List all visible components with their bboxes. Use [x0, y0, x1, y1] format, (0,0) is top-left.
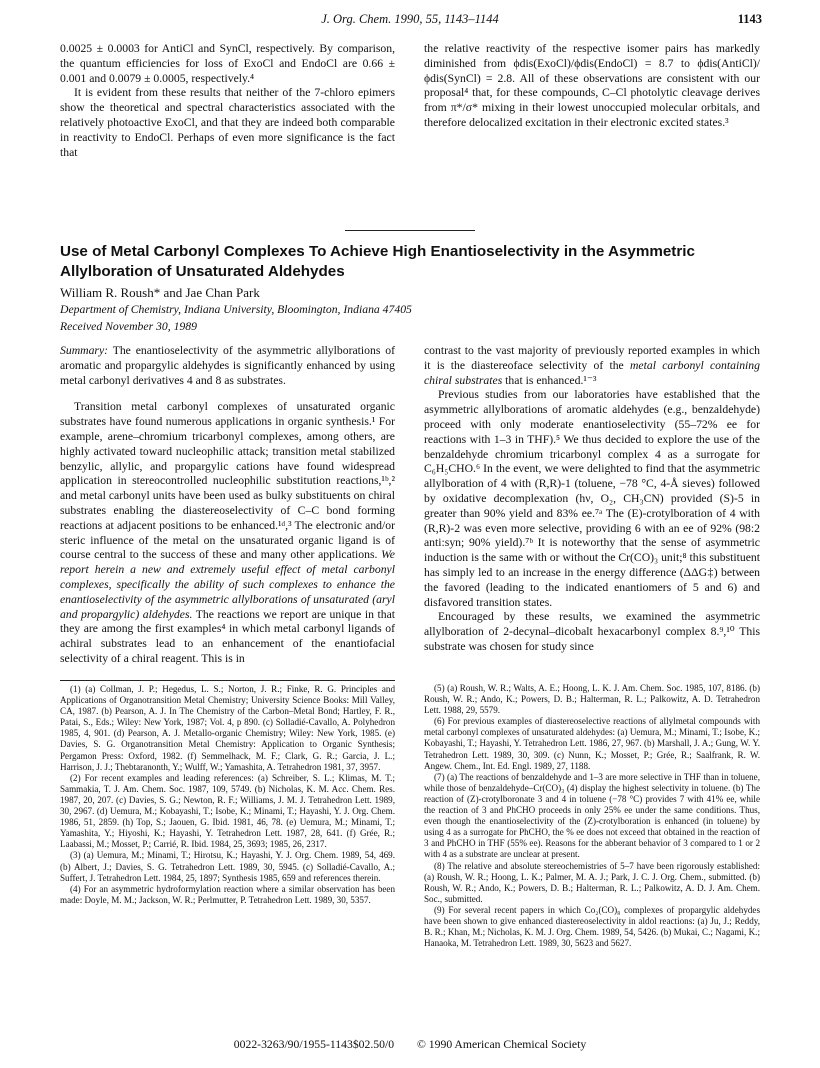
paragraph: It is evident from these results that neither of the 7-chloro epimers show the theoretical and spectral characteristics associated with the relatively photoactive ExoCl, and that they are indeed both comparable in reactivity to EndoCl. Perhaps of even more significance is the fact that — [60, 86, 395, 159]
paragraph-text: contrast to the vast majority of previously reported examples in which it is the diastereoface selectivity of the — [424, 344, 760, 372]
summary — [60, 344, 395, 388]
references-left — [60, 680, 395, 906]
top-right-column — [424, 42, 760, 131]
reference: (6) For previous examples of diastereoselective reactions of allylmetal compounds with metal carbonyl complexes of unsaturated aldehydes: (a) Uemura, M.; Minami, T.; Isobe, K.; Kobayashi, T.; Hayashi, Y. Tetrahedron Lett. 1986, 27, 967. (b) Marshall, J. A.; Gung, W. Y. Tetrahedron Lett. 1989, 30, 309. (c) Nunn, K.; Mosset, P.; Grée, R.; Saalfrank, R. W. Angew. Chem., Int. Ed. Engl. 1989, 27, 1188. — [424, 716, 760, 771]
paragraph-text: Transition metal carbonyl complexes of unsaturated organic substrates have found numerous applications in organic synthesis.¹ For example, arene–chromium tricarbonyl complexes, among others, are highly activated toward nucleophilic attack; transition metal stabilized benzylic, allylic, and propargylic cations have found widespread application in stereocontrolled nucleophilic substitution reactions,¹ᵇ,² and metal carbonyl units have been used as bulky substituents on chiral substrates enabling the diastereoselectivity of C–C bond forming reactions at adjacent positions to be enhanced.¹ᵈ,³ The electronic and/or steric influence of the metal on the unsaturated organic ligand is of course central to the success of these and many other applications. — [60, 400, 395, 562]
body-right-column — [424, 344, 760, 655]
article-title: Use of Metal Carbonyl Complexes To Achieve High Enantioselectivity in the Asymmetric Allylboration of Unsaturated Aldehydes — [60, 243, 695, 280]
article-affiliation: Department of Chemistry, Indiana University, Bloomington, Indiana 47405 — [60, 303, 412, 316]
reference: (7) (a) The reactions of benzaldehyde and 1–3 are more selective in THF than in toluene, while those of benzaldehyde–Cr(CO)₃ (4) display the highest selectivity in toluene. (b) The reaction of (Z)-crotylboronate 3 and 4 in toluene (−78 °C) provides 7 with 41% ee, while the reaction of 3 and PhCHO proceeds in only 25% ee under the same conditions. Thus, even though the enantioselectivity of the (Z)-crotylboration is enhanced (in toluene) by using 4 as a surrogate for PhCHO, the % ee does not exceed that obtained in the reaction of 3 and PhCHO in THF (55% ee). Reasons for the abberant behavior of 3 compared to 1 or 2 with 4 as a substrate are unclear at present. — [424, 771, 760, 860]
body-left-column — [60, 344, 395, 667]
paragraph: Previous studies from our laboratories have established that the asymmetric allylborations of aromatic aldehydes (e.g., benzaldehyde) proceed with only moderate enantioselectivity (55–72% ee for reactions with 1–3 in THF).⁵ We thus decided to explore the use of the benzaldehyde chromium tricarbonyl complex 4 as a surrogate for C₆H₅CHO.⁶ In the event, we were delighted to find that the asymmetric allylboration of 4 with (R,R)-1 (toluene, −78 °C, 4-Å sieves) followed by oxidative decomplexation (hν, O₂, CH₃CN) provided (S)-5 in greater than 90% yield and 83% ee.⁷ᵃ The (E)-crotylboration of 4 with (R,R)-2 was even more selective, providing 6 with an ee of 92% (98:2 anti:syn; 90% yield).⁷ᵇ It is noteworthy that the sense of asymmetric induction is the same with or without the Cr(CO)₃ unit;⁸ this substituent has simply led to an increase in the energy difference (ΔΔG‡) between the favored (leading to the indicated enantiomers of 5 and 6) and disfavored transition states. — [424, 388, 760, 609]
copyright: © 1990 American Chemical Society — [416, 1038, 587, 1051]
article-authors: William R. Roush* and Jae Chan Park — [60, 285, 260, 300]
paragraph-emphasis: We report herein a new and extremely useful effect of metal carbonyl complexes, specifically the ability of such complexes to enhance the enantioselectivity of the asymmetric allylborations of unsaturated (aryl and propargylic) aldehydes. — [60, 548, 395, 621]
reference: (9) For several recent papers in which Co₂(CO)₈ complexes of propargylic aldehydes have been shown to give enhanced diastereoselectivity in aldol reactions: (a) Ju, J.; Reddy, B. R.; Khan, M.; Nicholas, K. M. J. Org. Chem. 1989, 54, 5426. (b) Mukai, C.; Nagami, K.; Hanaoka, M. Tetrahedron Lett. 1989, 30, 5623 and 5627. — [424, 904, 760, 949]
running-head — [0, 12, 820, 28]
page-footer — [0, 1038, 820, 1051]
reference: (2) For recent examples and leading references: (a) Schreiber, S. L.; Klimas, M. T.; Sammakia, T. J. Am. Chem. Soc. 1987, 109, 5749. (b) Nicholas, K. M. Acc. Chem. Res. 1987, 20, 207. (c) Davies, S. G.; Newton, R. F.; Williams, J. M. J. Tetrahedron Lett. 1989, 30, 2967. (d) Uemura, M.; Kobayashi, T.; Isobe, K.; Minami, T.; Hayashi, Y. J. Org. Chem. 1986, 51, 2859. (h) Top, S.; Jaouen, G. Ibid. 1981, 46, 78. (e) Uemura, M.; Minami, T.; Yamashita, Y.; Hiyoshi, K.; Hayashi, Y. Tetrahedron Lett. 1987, 28, 641. (f) Grée, R.; Laabassi, M.; Mosset, P.; Carrié, R. Ibid. 1984, 25, 3693; 1985, 26, 2317. — [60, 772, 395, 850]
paragraph-text: that is enhanced.¹⁻³ — [502, 373, 597, 387]
section-divider — [345, 230, 475, 231]
paragraph — [424, 344, 760, 388]
paragraph — [60, 400, 395, 666]
paragraph-text: The reactions we report are unique in that they are among the first examples⁴ in which metal carbonyl ligands of achiral substrates lead to an enhancement of the enantiofacial selectivity of a chiral reagent. This is in — [60, 607, 395, 665]
reference: (5) (a) Roush, W. R.; Walts, A. E.; Hoong, L. K. J. Am. Chem. Soc. 1985, 107, 8186. (b) Roush, W. R.; Ando, K.; Powers, D. B.; Halterman, R. L.; Palkowitz, A. D. Tetrahedron Lett. 1988, 29, 5579. — [424, 683, 760, 716]
top-left-column — [60, 42, 395, 160]
reference: (1) (a) Collman, J. P.; Hegedus, L. S.; Norton, J. R.; Finke, R. G. Principles and Applications of Organotransition Metal Chemistry; University Science Books: Mill Valley, CA, 1987. (b) Pearson, A. J. In The Chemistry of the Carbon–Metal Bond; Hartley, F. R., Patai, S., Eds.; Wiley: New York, 1987; Vol. 4, p 890. (c) Solladié-Cavallo, A. Polyhedron 1985, 4, 901. (d) Pearson, A. J. Metallo-organic Chemistry; Wiley: New York, 1985. (e) Davies, S. G. Organotransition Metal Chemistry: Application to Organic Synthesis; Pergamon Press: Oxford, 1982. (f) Semmelhack, M. F.; Clark, G. R.; Garcia, J. L.; Harrison, J. J.; Thebtaranonth, Y.; Wulff, W.; Yamashita, A. Tetrahedron 1981, 37, 3957. — [60, 684, 395, 772]
summary-label: Summary: — [60, 344, 109, 357]
reference: (3) (a) Uemura, M.; Minami, T.; Hirotsu, K.; Hayashi, Y. J. Org. Chem. 1989, 54, 469. (b) Albert, J.; Davies, S. G. Tetrahedron Lett. 1989, 30, 5945. (c) Solladié-Cavallo, A.; Suffert, J. Tetrahedron Lett. 1984, 25, 1897; Synthesis 1985, 659 and references therein. — [60, 850, 395, 883]
paragraph: 0.0025 ± 0.0003 for AntiCl and SynCl, respectively. By comparison, the quantum efficiencies for loss of ExoCl and EndoCl are 0.66 ± 0.001 and 0.0079 ± 0.0005, respectively.⁴ — [60, 42, 395, 85]
journal-citation: J. Org. Chem. 1990, 55, 1143–1144 — [321, 12, 499, 26]
page-number: 1143 — [737, 12, 762, 26]
paragraph-emphasis: metal carbonyl containing chiral substrates — [424, 358, 760, 387]
paragraph: the relative reactivity of the respective isomer pairs has markedly diminished from ϕdis(ExoCl)/ϕdis(EndoCl) = 8.7 to ϕdis(AntiCl)/ϕdis(SynCl) = 2.8. All of these observations are consistent with our proposal⁴ that, for these compounds, C–Cl photolytic cleavage derives from π*/σ* mixing in their lowest unoccupied molecular orbitals, and therefore delocalized excitation in their electronic excited states.³ — [424, 42, 760, 129]
received-date: Received November 30, 1989 — [60, 320, 197, 333]
paragraph: Encouraged by these results, we examined the asymmetric allylboration of 2-decynal–dicobalt hexacarbonyl complex 8.⁹,¹⁰ This substrate was chosen for study since — [424, 610, 760, 653]
summary-text: The enantioselectivity of the asymmetric allylborations of aromatic and propargylic aldehydes is significantly enhanced by using metal carbonyl derivatives 4 and 8 as substrates. — [60, 344, 395, 387]
reference: (8) The relative and absolute stereochemistries of 5–7 have been rigorously established: (a) Roush, W. R.; Hoong, L. K.; Palmer, M. A. J.; Park, J. C. J. Org. Chem., submitted. (b) Roush, W. R.; Ando, K.; Powers, D. B.; Halterman, R. L.; Palkowitz, A. D. J. Am. Chem. Soc., submitted. — [424, 860, 760, 904]
references-right — [424, 683, 760, 949]
reference: (4) For an asymmetric hydroformylation reaction where a similar observation has been made: Doyle, M. M.; Jackson, W. R.; Perlmutter, P. Tetrahedron Lett. 1989, 30, 5357. — [60, 883, 395, 905]
article-code: 0022-3263/90/1955-1143$02.50/0 — [233, 1038, 395, 1051]
